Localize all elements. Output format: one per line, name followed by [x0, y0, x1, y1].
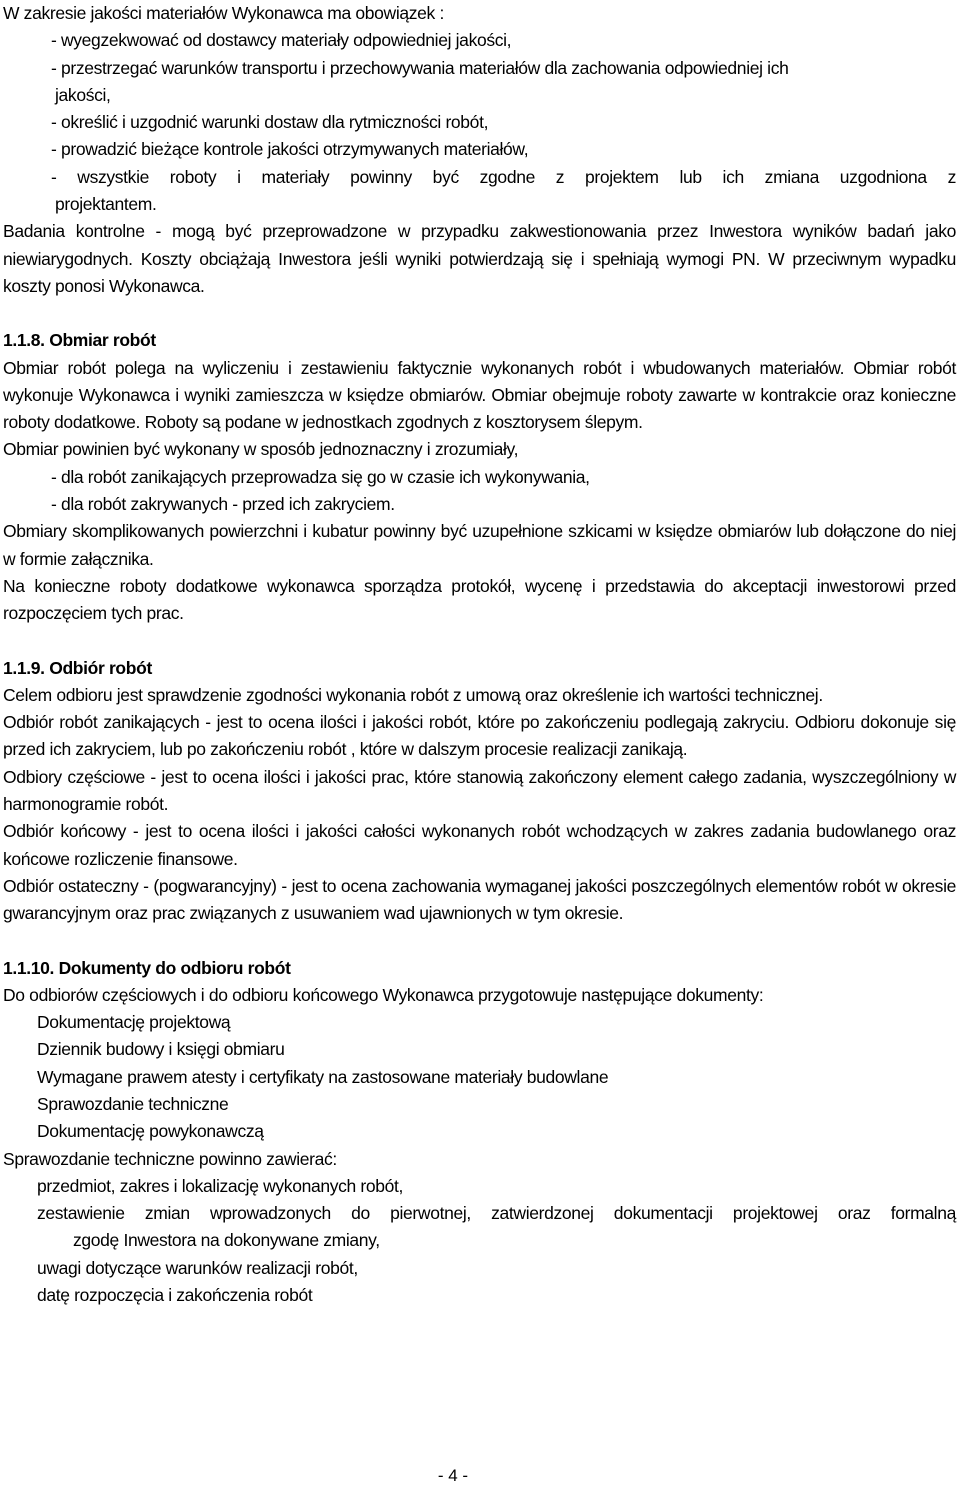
- acceptance-paragraph: Odbiór ostateczny - (pogwarancyjny) - jest to ocena zachowania wymaganej jakości poszczególnych elementów robót w okresie gwarancyjnym oraz prac związanych z usuwaniem wad ujawnionych w tym okresie.: [3, 875, 956, 924]
- documents-paragraph: Sprawozdanie techniczne powinno zawierać:: [3, 1148, 337, 1169]
- list-item: - określić i uzgodnić warunki dostaw dla rytmiczności robót,: [51, 112, 489, 133]
- section-number: 1.1.10.: [3, 957, 55, 978]
- list-item: - wyegzekwować od dostawcy materiały odpowiedniej jakości,: [51, 30, 512, 51]
- section-heading-1-1-9: [3, 655, 956, 682]
- section-number: 1.1.9.: [3, 657, 45, 678]
- acceptance-paragraph: Odbiory częściowe - jest to ocena ilości i jakości prac, które stanowią zakończony element całego zadania, wyszczególniony w harmonogramie robót.: [3, 766, 956, 815]
- section-title: Dokumenty do odbioru robót: [58, 957, 291, 978]
- list-item: Dokumentację projektową: [37, 1012, 231, 1033]
- section-heading-1-1-10: [3, 955, 956, 982]
- measurement-paragraph: Na konieczne roboty dodatkowe wykonawca sporządza protokół, wycenę i przedstawia do akceptacji inwestorowi przed rozpoczęciem tych prac.: [3, 575, 956, 624]
- list-item: datę rozpoczęcia i zakończenia robót: [37, 1285, 313, 1306]
- section-heading-1-1-8: [3, 327, 956, 354]
- document-page: [3, 0, 956, 1309]
- list-item: - dla robót zanikających przeprowadza się go w czasie ich wykonywania,: [51, 466, 590, 487]
- quality-intro: W zakresie jakości materiałów Wykonawca ma obowiązek :: [3, 3, 444, 23]
- section-number: 1.1.8.: [3, 330, 45, 351]
- list-item: - dla robót zakrywanych - przed ich zakryciem.: [51, 494, 395, 515]
- documents-paragraph: Do odbiorów częściowych i do odbioru końcowego Wykonawca przygotowuje następujące dokumenty:: [3, 984, 764, 1005]
- list-item-continuation: jakości,: [55, 84, 111, 105]
- measurement-paragraph: Obmiary skomplikowanych powierzchni i kubatur powinny być uzupełnione szkicami w księdze obmiarów lub dołączone do niej w formie załącznika.: [3, 521, 956, 569]
- list-item: Wymagane prawem atesty i certyfikaty na zastosowane materiały budowlane: [37, 1066, 609, 1087]
- list-item: - prowadzić bieżące kontrole jakości otrzymywanych materiałów,: [51, 139, 529, 160]
- list-item: przedmiot, zakres i lokalizację wykonanych robót,: [37, 1175, 404, 1196]
- section-title: Odbiór robót: [49, 657, 152, 678]
- list-item: - wszystkie roboty i materiały powinny być zgodne z projektem lub ich zmiana uzgodniona z: [51, 166, 956, 187]
- acceptance-paragraph: Odbiór końcowy - jest to ocena ilości i jakości całości wykonanych robót wchodzących w zakres zadania budowlanego oraz końcowe rozliczenie finansowe.: [3, 821, 956, 869]
- list-item: Sprawozdanie techniczne: [37, 1093, 229, 1114]
- list-item: Dziennik budowy i księgi obmiaru: [37, 1039, 285, 1060]
- control-tests-paragraph: Badania kontrolne - mogą być przeprowadzone w przypadku zakwestionowania przez Inwestora wyników badań jako niewiarygodnych. Koszty obciążają Inwestora jeśli wyniki potwierdzają się i spełniają wymogi PN. W przeciwnym wypadku koszty ponosi Wykonawca.: [3, 221, 956, 296]
- list-item: zestawienie zmian wprowadzonych do pierwotnej, zatwierdzonej dokumentacji projektowej oraz formalną: [37, 1203, 956, 1224]
- list-item: - przestrzegać warunków transportu i przechowywania materiałów dla zachowania odpowiedniej ich: [51, 57, 789, 78]
- acceptance-paragraph: Celem odbioru jest sprawdzenie zgodności wykonania robót z umową oraz określenie ich wartości technicznej.: [3, 684, 823, 705]
- measurement-paragraph: Obmiar robót polega na wyliczeniu i zestawieniu faktycznie wykonanych robót i wbudowanych materiałów. Obmiar robót wykonuje Wykonawca i wyniki zamieszcza w księdze obmiarów. Obmiar obejmuje roboty zawarte w kontrakcie oraz konieczne roboty dodatkowe. Roboty są podane w jednostkach zgodnych z kosztorysem ślepym.: [3, 357, 956, 433]
- list-item-continuation: zgodę Inwestora na dokonywane zmiany,: [73, 1230, 380, 1251]
- list-item-continuation: projektantem.: [55, 194, 157, 215]
- section-title: Obmiar robót: [49, 330, 156, 351]
- acceptance-paragraph: Odbiór robót zanikających - jest to ocena ilości i jakości robót, które po zakończeniu podlegają zakryciu. Odbioru dokonuje się przed ich zakryciem, lub po zakończeniu robót , które w dalszym procesie realizacji zanikają.: [3, 712, 956, 760]
- list-item: Dokumentację powykonawczą: [37, 1121, 264, 1142]
- page-number: - 4 -: [437, 1466, 469, 1485]
- measurement-paragraph: Obmiar powinien być wykonany w sposób jednoznaczny i zrozumiały,: [3, 439, 519, 460]
- list-item: uwagi dotyczące warunków realizacji robót,: [37, 1257, 358, 1278]
